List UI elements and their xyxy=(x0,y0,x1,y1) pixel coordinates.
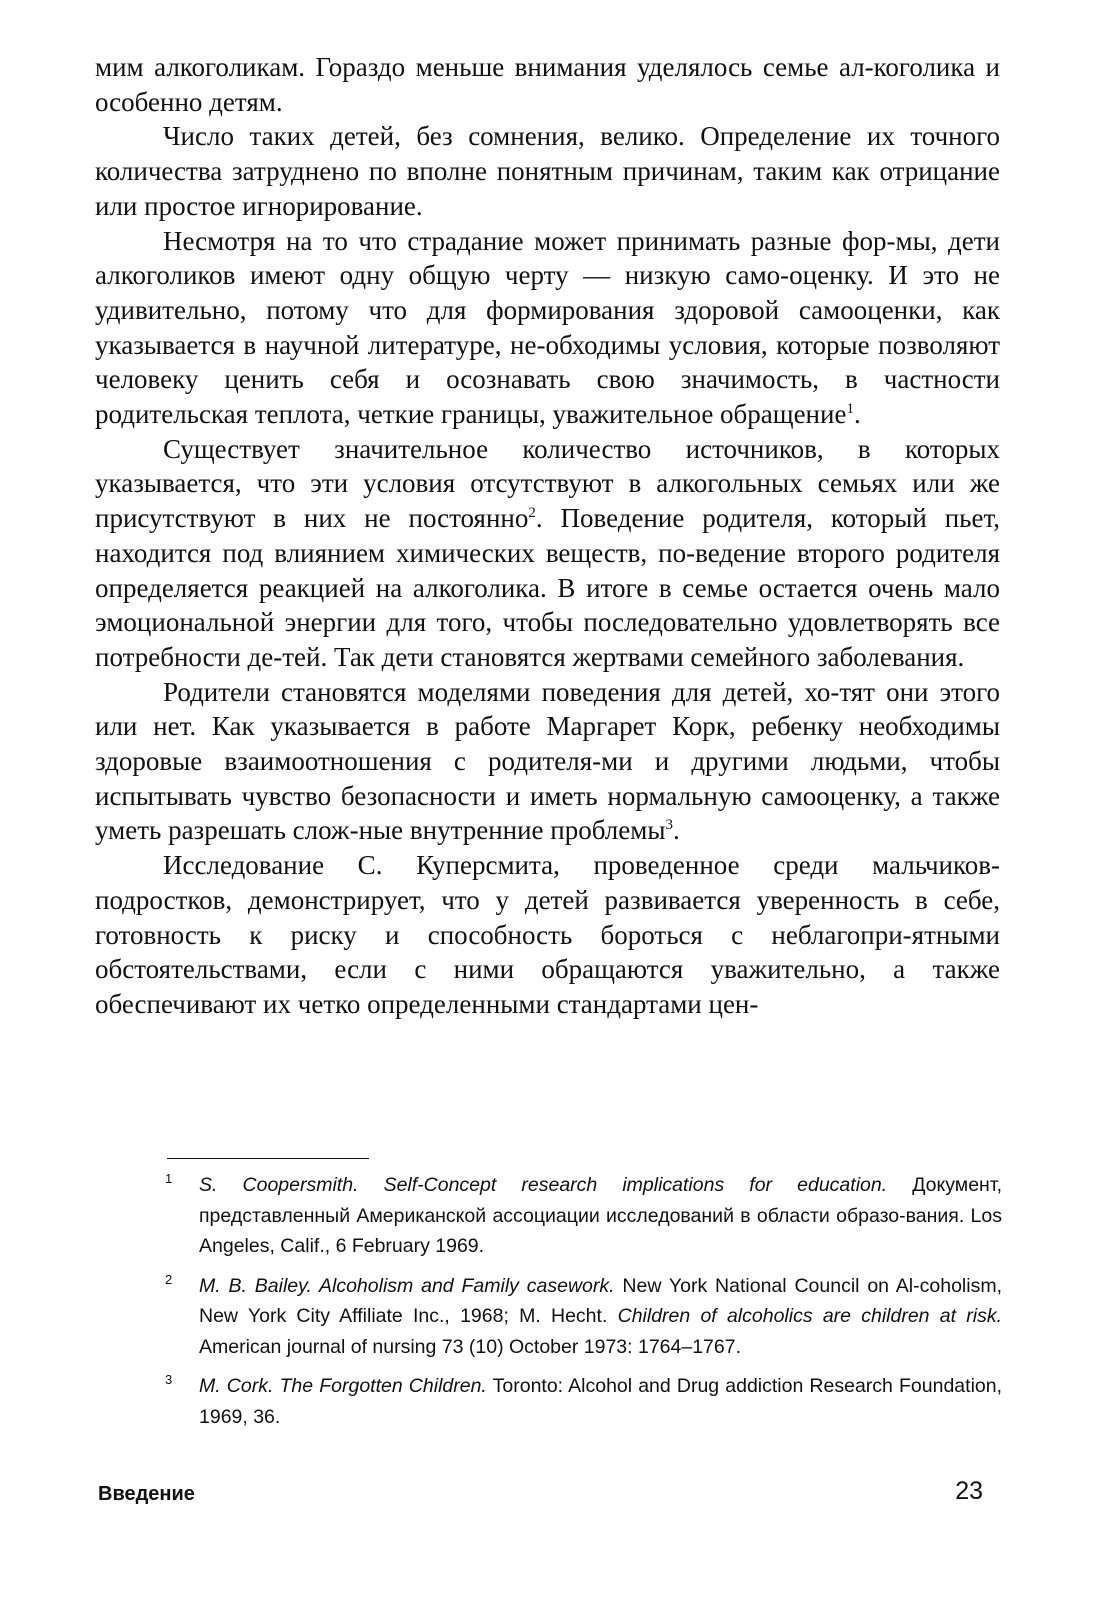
paragraph-text: Число таких детей, без сомнения, велико. Определение их точного количества затруднено по вполне понятным причинам, таким как отрицание или простое игнорирование. xyxy=(95,121,1000,221)
footnote-number: 3 xyxy=(165,1372,173,1387)
footnote-1 xyxy=(165,1170,1002,1262)
paragraph xyxy=(95,119,1000,223)
paragraph-end: . xyxy=(853,399,861,430)
footnote-2 xyxy=(165,1271,1002,1363)
paragraph-text: мим алкоголикам. Гораздо меньше внимания уделялось семье ал-коголика и особенно детям. xyxy=(95,52,1000,117)
paragraph-text: . Поведение родителя, который пьет, находится под влиянием химических веществ, по-ведение второго родителя определяется реакцией на алкоголика. В итоге в семье остается очень мало эмоциональной энергии для того, чтобы последовательно удовлетворять все потребности де-тей. Так дети становятся жертвами семейного заболевания. xyxy=(95,503,1000,672)
section-title: Введение xyxy=(98,1483,195,1505)
footnote-citation-title: S. Coopersmith. Self-Concept research implications for education. xyxy=(199,1174,888,1196)
footnote-ref-1[interactable]: 1 xyxy=(846,401,854,418)
footnote-divider xyxy=(167,1158,369,1159)
paragraph-text: Родители становятся моделями поведения для детей, хо-тят они этого или нет. Как указывается в работе Маргарет Корк, ребенку необходимы здоровые взаимоотношения с родителя-ми и другими людьми, чтобы испытывать чувство безопасности и иметь нормальную самооценку, а также уметь разрешать слож-ные внутренние проблемы xyxy=(95,676,1000,846)
footnote-number: 2 xyxy=(165,1271,173,1287)
footnote-3 xyxy=(165,1371,1002,1432)
footnote-citation-title: M. Cork. The Forgotten Children. xyxy=(199,1375,487,1397)
paragraph xyxy=(95,432,1000,675)
paragraph-text: Несмотря на то что страдание может принимать разные фор-мы, дети алкоголиков имеют одну общую черту — низкую само-оценку. И это не удивительно, потому что для формирования здоровой самооценки, как указывается в научной литературе, не-обходимы условия, которые позволяют человеку ценить себя и осознавать свою значимость, в частности родительская теплота, четкие границы, уважительное обращение xyxy=(95,225,1000,430)
paragraph xyxy=(95,675,1000,849)
footnote-citation-details: Toronto: Alcohol and Drug addiction Research Foundation, 1969, 36. xyxy=(199,1375,1003,1428)
footnote-number: 1 xyxy=(165,1171,173,1186)
footnote-citation-details: New York National Council on Al-coholism, New York City Affiliate Inc., 1968; M. Hecht. xyxy=(199,1274,1002,1327)
footnotes xyxy=(165,1170,1002,1441)
footnote-ref-3[interactable]: 3 xyxy=(665,817,673,834)
page-number: 23 xyxy=(955,1477,983,1505)
paragraph xyxy=(95,224,1000,432)
paragraph-continued xyxy=(95,50,1000,119)
footnote-citation-title-2: Children of alcoholics are children at risk. xyxy=(617,1305,1002,1327)
paragraph-text: Исследование С. Куперсмита, проведенное среди мальчиков-подростков, демонстрирует, что у детей развивается уверенность в себе, готовность к риску и способность бороться с неблагопри-ятными обстоятельствами, если с ними обращаются уважительно, а также обеспечивают их четко определенными стандартами цен- xyxy=(95,850,1000,1019)
footnote-citation-details: American journal of nursing 73 (10) October 1973: 1764–1767. xyxy=(199,1335,742,1358)
footnote-citation-details: Документ, представленный Американской ассоциации исследований в области образо-вания. Los Angeles, Calif., 6 February 1969. xyxy=(199,1174,1002,1257)
paragraph xyxy=(95,848,1000,1022)
paragraph-text: Существует значительное количество источников, в которых указывается, что эти условия отсутствуют в алкогольных семьях или же присутствуют в них не постоянно xyxy=(95,433,1000,534)
paragraph-end: . xyxy=(673,815,680,846)
body-text xyxy=(95,50,1000,1022)
footnote-citation-title: M. B. Bailey. Alcoholism and Family casework. xyxy=(199,1274,615,1297)
footnote-ref-2[interactable]: 2 xyxy=(528,505,536,522)
